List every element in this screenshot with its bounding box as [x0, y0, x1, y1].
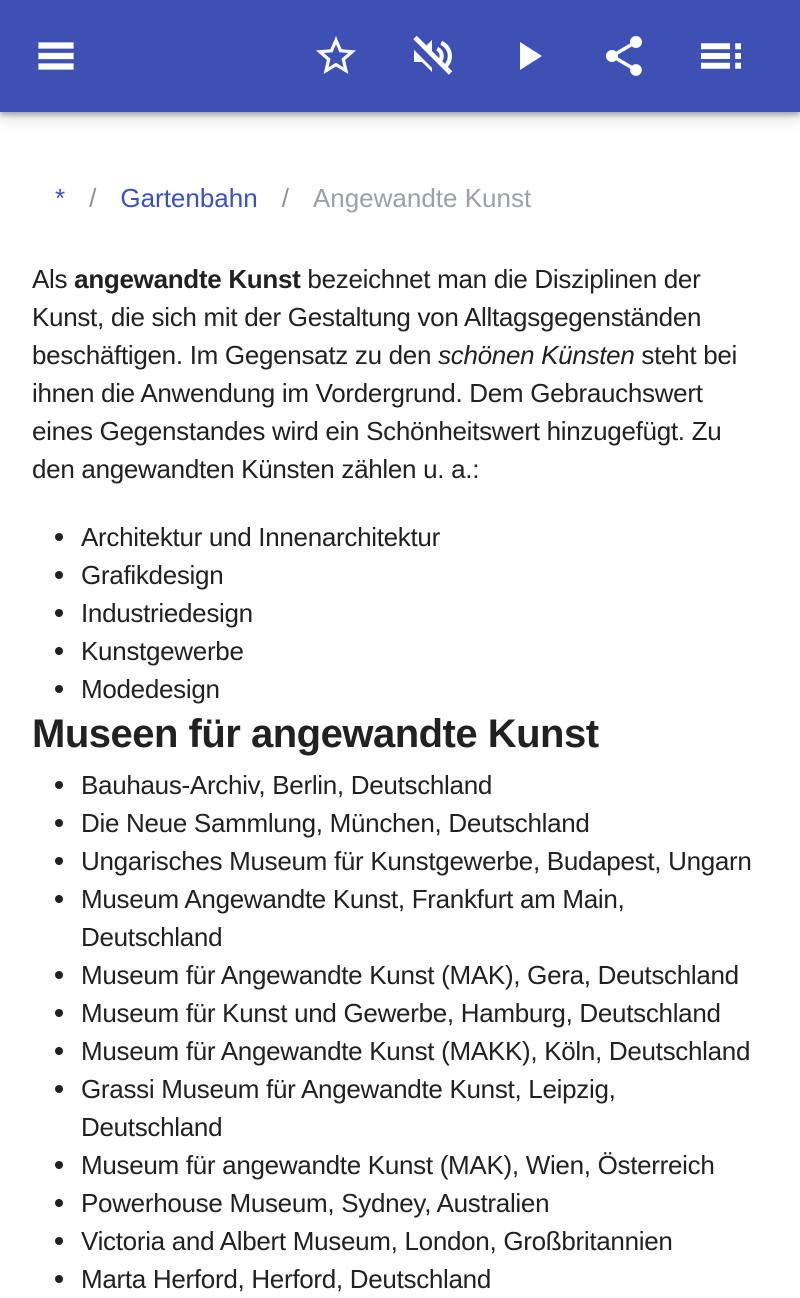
museum-item: Die Neue Sammlung, München, Deutschland [32, 804, 768, 842]
museum-item: Bauhaus-Archiv, Berlin, Deutschland [32, 766, 768, 804]
breadcrumb [55, 182, 768, 214]
intro-text-bold: angewandte Kunst [74, 264, 301, 294]
discipline-item: Industriedesign [32, 594, 768, 632]
intro-text-normal: bezeichnet man die Disziplinen der Kunst, die sich mit der Gestaltung von Alltagsgegenständen beschäftigen. Im Gegensatz zu den [32, 264, 702, 370]
share-button[interactable] [600, 32, 648, 80]
breadcrumb-current: Angewandte Kunst [312, 183, 532, 213]
share-icon [600, 32, 648, 80]
museum-item: Museum für Kunst und Gewerbe, Hamburg, Deutschland [32, 994, 768, 1032]
play-icon [504, 32, 552, 80]
menu-button[interactable] [32, 32, 80, 80]
discipline-item: Modedesign [32, 670, 768, 708]
museum-item: Museum für Angewandte Kunst (MAK), Gera, Deutschland [32, 956, 768, 994]
museums-list [32, 766, 768, 1298]
toolbar-actions [312, 32, 744, 80]
museum-item: Museum für angewandte Kunst (MAK), Wien, Österreich [32, 1146, 768, 1184]
museum-item: Victoria and Albert Museum, London, Großbritannien [32, 1222, 768, 1260]
intro-text-normal: steht bei ihnen die Anwendung im Vordergrund. Dem Gebrauchswert eines Gegenstandes wird ein Schönheitswert hinzugefügt. Zu den angewandten Künsten zählen u. a.: [32, 340, 738, 484]
mute-button[interactable] [408, 32, 456, 80]
discipline-item: Kunstgewerbe [32, 632, 768, 670]
breadcrumb-separator: / [89, 183, 97, 213]
article-content [0, 182, 800, 1298]
play-button[interactable] [504, 32, 552, 80]
museum-item: Grassi Museum für Angewandte Kunst, Leipzig, Deutschland [32, 1070, 768, 1146]
breadcrumb-separator: / [281, 183, 289, 213]
disciplines-list [32, 518, 768, 708]
toc-icon [696, 32, 744, 80]
intro-text-normal: Als [32, 264, 75, 294]
museum-item: Museum für Angewandte Kunst (MAKK), Köln, Deutschland [32, 1032, 768, 1070]
intro-paragraph [32, 260, 768, 488]
museum-item: Museum Angewandte Kunst, Frankfurt am Main, Deutschland [32, 880, 768, 956]
intro-text-italic: schönen Künsten [438, 340, 635, 370]
breadcrumb-parent-link[interactable]: Gartenbahn [120, 183, 258, 213]
app-toolbar [0, 0, 800, 112]
museums-heading: Museen für angewandte Kunst [32, 712, 599, 756]
breadcrumb-home-link[interactable]: * [55, 183, 66, 213]
star-outline-icon [312, 32, 360, 80]
museum-item: Ungarisches Museum für Kunstgewerbe, Budapest, Ungarn [32, 842, 768, 880]
bookmark-button[interactable] [312, 32, 360, 80]
museum-item: Marta Herford, Herford, Deutschland [32, 1260, 768, 1298]
museum-item: Powerhouse Museum, Sydney, Australien [32, 1184, 768, 1222]
toc-button[interactable] [696, 32, 744, 80]
discipline-item: Architektur und Innenarchitektur [32, 518, 768, 556]
discipline-item: Grafikdesign [32, 556, 768, 594]
menu-icon [32, 32, 80, 80]
volume-off-icon [408, 32, 456, 80]
